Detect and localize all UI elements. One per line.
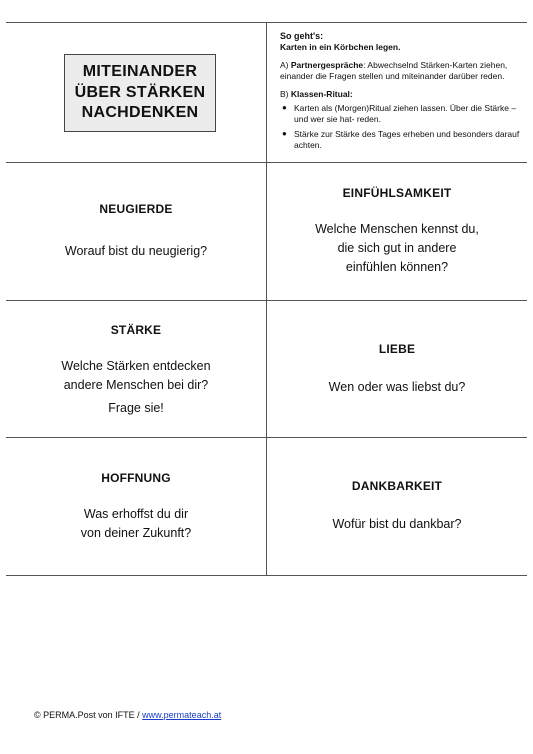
card-question: Wofür bist du dankbar? (332, 517, 462, 532)
page-title: MITEINANDER ÜBER STÄRKEN NACHDENKEN (64, 54, 216, 132)
card-staerke (6, 301, 266, 437)
card-liebe (267, 301, 527, 437)
copyright-text: © PERMA.Post von IFTE / (34, 710, 143, 720)
card-question: Wen oder was liebst du? (328, 379, 466, 394)
card-prompt: Frage sie! (108, 400, 164, 415)
card-title: HOFFNUNG (101, 470, 171, 485)
card-question: Worauf bist du neugierig? (64, 244, 208, 259)
card-dankbarkeit (267, 438, 527, 575)
card-einfuehlsamkeit (267, 163, 527, 300)
card-question: Welche Stärken entdecken andere Menschen bei dir? (61, 359, 211, 392)
ritual-list (280, 103, 520, 152)
card-title: DANKBARKEIT (351, 479, 443, 494)
card-question: Welche Menschen kennst du, die sich gut in andere einfühlen können? (315, 222, 479, 274)
bullet-icon: ● (282, 128, 287, 138)
card-sheet (6, 22, 527, 576)
instructions-subheading: Karten in ein Körbchen legen. (280, 42, 401, 53)
card-title: LIEBE (378, 341, 416, 356)
option-a-text: : Abwechselnd Stärken-Karten ziehen, einander die Fragen stellen und miteinander darüber reden. (280, 59, 508, 82)
option-b-label: Klassen-Ritual (290, 88, 350, 99)
list-item: ● Karten als (Morgen)Ritual ziehen lassen. Über die Stärke – und wer sie hat- reden. (282, 103, 517, 125)
option-a: A) Partnergespräche: Abwechselnd Stärken-Karten ziehen, einander die Fragen stellen und miteinander darüber reden. (280, 59, 508, 82)
footer (34, 710, 221, 720)
card-title: STÄRKE (110, 323, 162, 338)
list-item: ● Stärke zur Stärke des Tages erheben und besonders darauf achten. (282, 128, 520, 151)
card-title: NEUGIERDE (99, 202, 173, 217)
website-link[interactable]: www.permateach.at (142, 710, 222, 720)
instructions (280, 30, 520, 155)
bullet-icon: ● (282, 103, 287, 113)
instructions-heading: So geht's: (280, 31, 324, 41)
card-hoffnung (6, 438, 266, 575)
card-question: Was erhoffst du dir von deiner Zukunft? (80, 506, 192, 540)
option-b: B) Klassen-Ritual: (280, 88, 353, 99)
card-neugierde (6, 163, 266, 300)
card-title: EINFÜHLSAMKEIT (342, 186, 452, 201)
option-a-label: Partnergespräche (290, 59, 364, 70)
